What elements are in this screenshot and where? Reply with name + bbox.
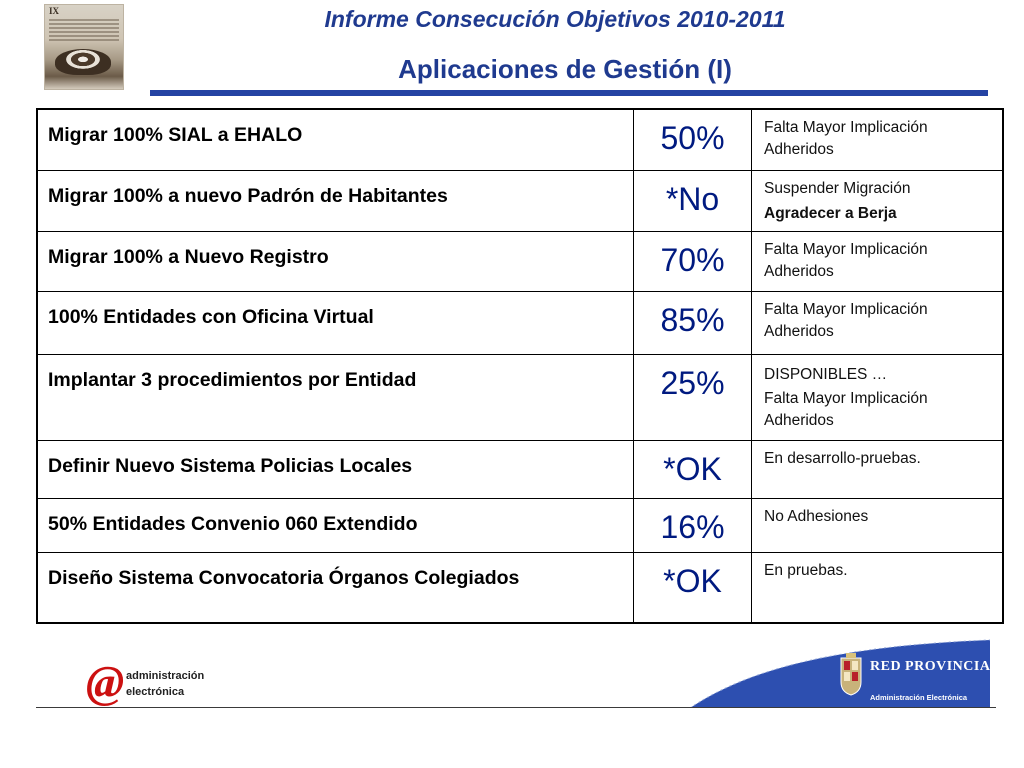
table-row <box>37 498 1003 552</box>
conference-logo-text-lines <box>49 17 119 43</box>
goal-cell <box>37 170 634 231</box>
note-line: DISPONIBLES … <box>764 365 888 383</box>
note-line: Adheridos <box>764 322 834 340</box>
note-line: Suspender Migración <box>764 179 911 197</box>
logo-text-line-2: electrónica <box>126 686 185 698</box>
footer-divider <box>36 707 996 708</box>
table-row <box>37 109 1003 170</box>
table-row <box>37 170 1003 231</box>
administracion-electronica-logo <box>86 656 216 708</box>
progress-value: *No <box>665 180 720 217</box>
red-provincial-subtitle: Administración Electrónica <box>870 693 968 702</box>
goal-cell <box>37 354 634 440</box>
goal-text: 50% Entidades Convenio 060 Extendido <box>48 512 418 535</box>
progress-value: *OK <box>663 562 722 599</box>
goal-text: Migrar 100% SIAL a EHALO <box>48 124 303 146</box>
note-line: Falta Mayor Implicación <box>764 240 928 258</box>
value-cell <box>634 170 752 231</box>
red-provincial-title: RED PROVINCIAL <box>870 659 1001 674</box>
table-row <box>37 291 1003 354</box>
provincial-crest-icon <box>838 652 864 696</box>
goal-cell <box>37 231 634 291</box>
objectives-table <box>36 108 1004 624</box>
notes-cell <box>752 440 1004 498</box>
value-cell <box>634 498 752 552</box>
note-line: Falta Mayor Implicación <box>764 389 928 407</box>
table-row <box>37 231 1003 291</box>
notes-cell <box>752 291 1004 354</box>
notes-cell <box>752 354 1004 440</box>
notes-cell <box>752 109 1004 170</box>
progress-value: 16% <box>660 508 725 545</box>
conference-logo-number: IX <box>49 6 60 16</box>
value-cell <box>634 354 752 440</box>
progress-value: 85% <box>660 301 725 338</box>
progress-value: 70% <box>660 241 725 278</box>
note-line: No Adhesiones <box>764 507 869 525</box>
value-cell <box>634 552 752 623</box>
notes-cell <box>752 170 1004 231</box>
goal-cell <box>37 552 634 623</box>
note-line: En pruebas. <box>764 561 848 579</box>
table-row <box>37 354 1003 440</box>
value-cell <box>634 291 752 354</box>
title-underline <box>150 90 988 96</box>
value-cell <box>634 231 752 291</box>
conference-logo-image <box>55 49 111 75</box>
notes-cell <box>752 231 1004 291</box>
goal-cell <box>37 109 634 170</box>
goal-text: Diseño Sistema Convocatoria Órganos Colegiados <box>48 566 520 589</box>
report-title: Informe Consecución Objetivos 2010-2011 <box>324 6 786 32</box>
note-line: Adheridos <box>764 262 834 280</box>
goal-text: Migrar 100% a nuevo Padrón de Habitantes <box>48 184 448 207</box>
goal-cell <box>37 291 634 354</box>
note-line: Adheridos <box>764 141 834 158</box>
logo-text-line-1: administración <box>126 670 205 682</box>
value-cell <box>634 440 752 498</box>
slide-subtitle: Aplicaciones de Gestión (I) <box>398 54 732 84</box>
note-line: Adheridos <box>764 411 834 429</box>
goal-cell <box>37 440 634 498</box>
notes-cell <box>752 498 1004 552</box>
progress-value: 25% <box>660 364 725 401</box>
progress-value: *OK <box>663 450 722 487</box>
goal-text: 100% Entidades con Oficina Virtual <box>48 305 374 328</box>
goal-text: Implantar 3 procedimientos por Entidad <box>48 368 417 391</box>
goal-text: Migrar 100% a Nuevo Registro <box>48 245 329 268</box>
table-row <box>37 440 1003 498</box>
at-sign-icon: @ <box>86 656 125 707</box>
notes-cell <box>752 552 1004 623</box>
table-row <box>37 552 1003 623</box>
note-line: En desarrollo-pruebas. <box>764 449 921 467</box>
note-line: Agradecer a Berja <box>764 204 897 222</box>
goal-text: Definir Nuevo Sistema Policias Locales <box>48 454 413 477</box>
goal-cell <box>37 498 634 552</box>
progress-value: 50% <box>660 120 725 156</box>
value-cell <box>634 109 752 170</box>
conference-logo <box>44 4 124 90</box>
note-line: Falta Mayor Implicación <box>764 300 928 318</box>
note-line: Falta Mayor Implicación <box>764 119 928 136</box>
